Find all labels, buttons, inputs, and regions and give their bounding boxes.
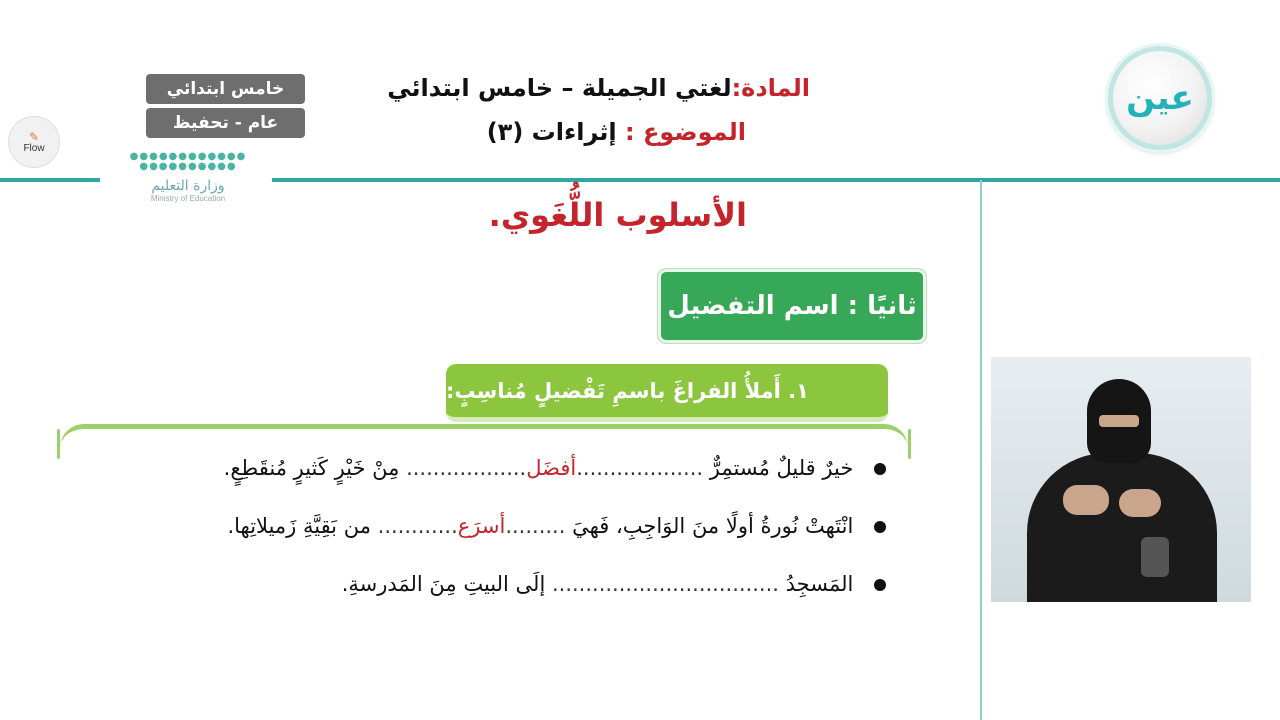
exercise-before: انْتَهتْ نُورةُ أولًا منَ الوَاجِبِ، فَهيَ: [572, 514, 854, 538]
exercise-after: إلَى البيتِ مِنَ المَدرسةِ.: [341, 572, 546, 596]
subject-value: لغتي الجميلة – خامس ابتدائي: [387, 74, 732, 102]
topic-value: إثراءات (٣): [486, 118, 617, 146]
ministry-emblem-icon: ●●●●●●●●●●●● ●●●●●●●●●●: [129, 151, 247, 172]
track-badge: عام - تحفيظ: [146, 108, 305, 138]
grade-badge: خامس ابتدائي: [146, 74, 305, 104]
blank-dots: ..................: [406, 456, 527, 480]
sign-language-video[interactable]: [991, 357, 1251, 602]
subject-line: [387, 74, 810, 102]
pencil-icon: ✎: [28, 129, 40, 144]
instruction-tab: ١. أَملأُ الفراغَ باسمِ تَفْضيلٍ مُناسِبٍ:: [446, 364, 888, 422]
exercise-before: خيرٌ قليلٌ مُستمِرٌّ: [709, 456, 854, 480]
signer-hand-left: [1063, 485, 1109, 515]
bullet-icon: [874, 579, 886, 591]
signer-sleeve: [1141, 537, 1169, 577]
lesson-title: الأسلوب اللُّغَوي.: [488, 196, 747, 234]
content-divider: [980, 180, 982, 720]
header-divider-left: [0, 178, 100, 182]
exercise-answer: أفضَل: [526, 456, 577, 480]
blank-dots: ...................: [576, 456, 704, 480]
bullet-icon: [874, 463, 886, 475]
exercise-answer: أسرَع: [457, 514, 506, 538]
exercise-after: مِنْ خَيْرٍ كَثيرٍ مُنقَطِعٍ.: [223, 456, 400, 480]
section-title: ثانيًا : اسم التفضيل: [658, 269, 926, 343]
flow-button[interactable]: [8, 116, 60, 168]
exercise-before: المَسجِدُ: [785, 572, 854, 596]
flow-label: Flow: [23, 142, 45, 154]
exercise-item: [342, 572, 886, 596]
ain-logo-text: عين: [1126, 78, 1194, 118]
exercise-item: [224, 456, 886, 480]
blank-dots: ............: [377, 514, 458, 538]
signer-body: [1027, 453, 1217, 602]
signer-eyes: [1099, 415, 1139, 427]
exercise-after: من بَقِيَّةِ زَميلاتِها.: [227, 514, 371, 538]
ministry-name-en: Ministry of Education: [150, 194, 226, 203]
ministry-logo: [104, 152, 272, 224]
topic-line: [487, 118, 746, 146]
ain-logo: [1108, 46, 1212, 150]
blank-dots: ..................................: [551, 572, 779, 596]
topic-label: الموضوع :: [625, 118, 746, 146]
blank-dots: .........: [505, 514, 566, 538]
signer-hand-right: [1119, 489, 1161, 517]
bullet-icon: [874, 521, 886, 533]
subject-label: المادة:: [731, 74, 810, 102]
exercise-item: [227, 514, 886, 538]
ministry-name-ar: وزارة التعليم: [151, 178, 225, 194]
header-divider-right: [272, 178, 1280, 182]
